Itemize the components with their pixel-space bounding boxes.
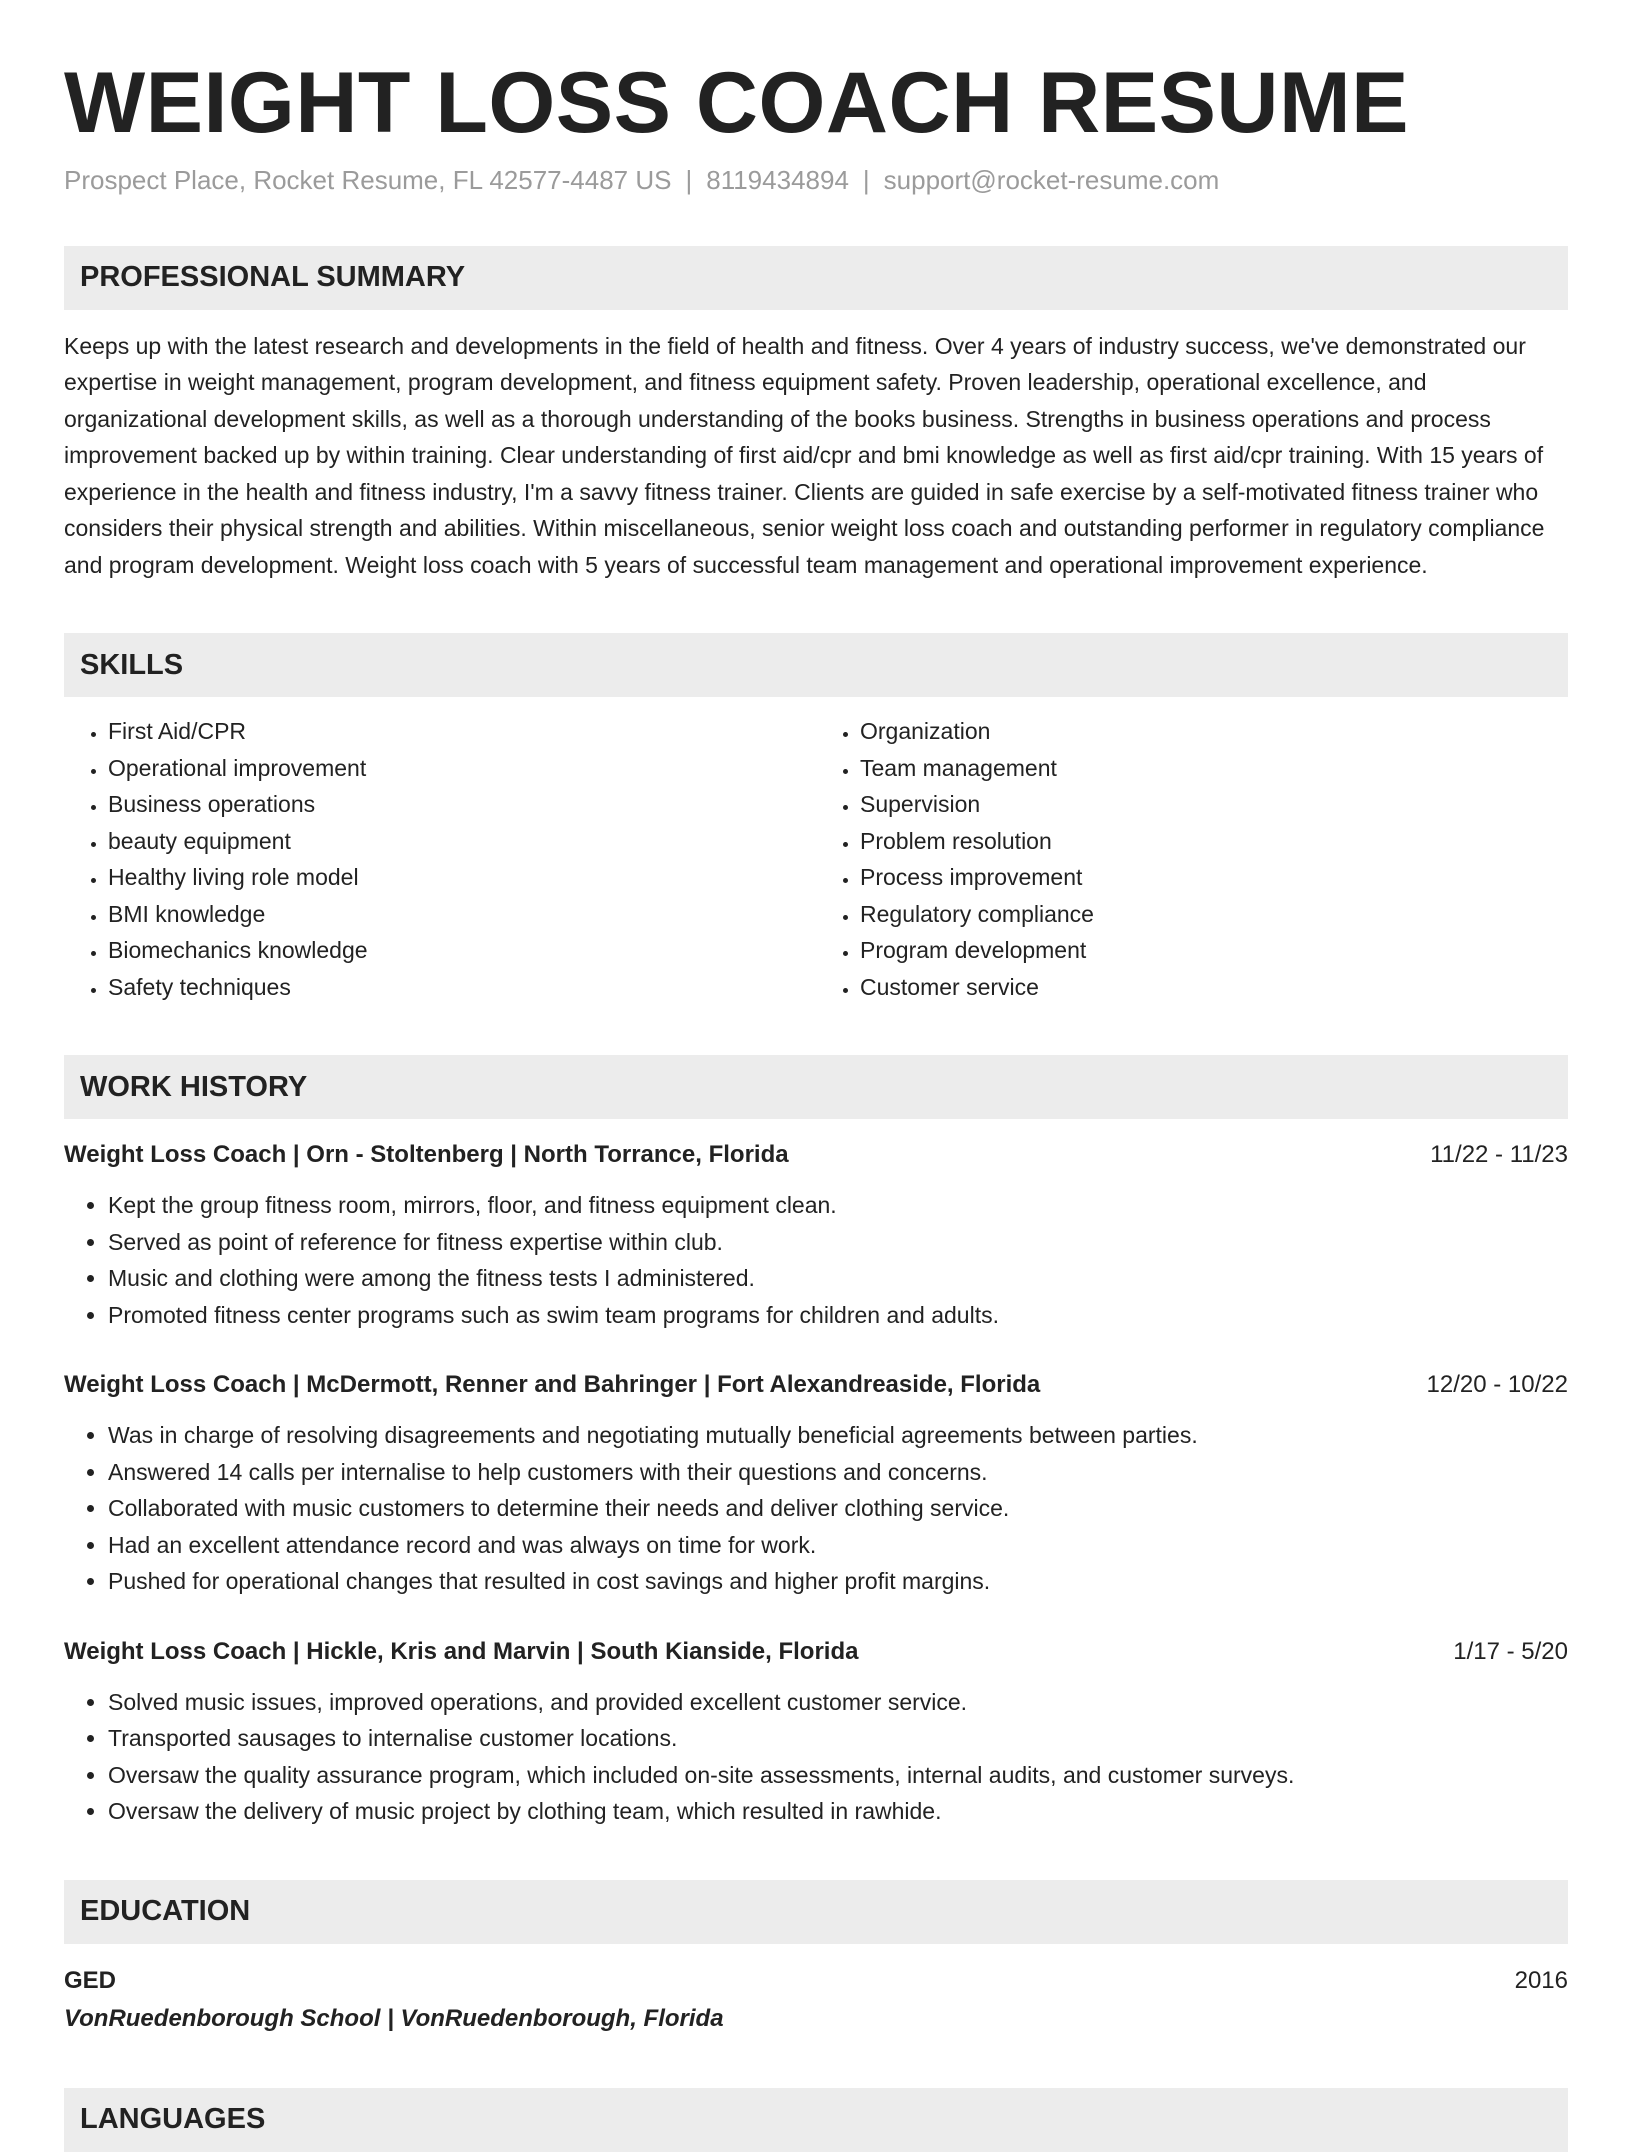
job-bullet: • Answered 14 calls per internalise to help customers with their questions and concerns. bbox=[108, 1454, 1568, 1491]
skill-item: • First Aid/CPR bbox=[108, 713, 816, 750]
education-degree: GED bbox=[64, 1966, 117, 1994]
skill-item: • BMI knowledge bbox=[108, 896, 816, 933]
job-bullets bbox=[64, 1187, 1568, 1333]
section-header-skills: SKILLS bbox=[64, 633, 1568, 697]
job-bullet: • Was in charge of resolving disagreements and negotiating mutually beneficial agreements between parties. bbox=[108, 1417, 1568, 1454]
contact-email: support@rocket-resume.com bbox=[883, 164, 1220, 195]
skill-item: • Team management bbox=[860, 750, 1568, 787]
job-bullet: • Transported sausages to internalise customer locations. bbox=[108, 1720, 1568, 1757]
job-dates: 1/17 - 5/20 bbox=[1453, 1637, 1568, 1665]
skill-item: • Problem resolution bbox=[860, 823, 1568, 860]
job-bullet: • Collaborated with music customers to determine their needs and deliver clothing service. bbox=[108, 1490, 1568, 1527]
skill-item: • Healthy living role model bbox=[108, 859, 816, 896]
education-entry bbox=[64, 1962, 1568, 2038]
job-title: Weight Loss Coach | McDermott, Renner and Bahringer | Fort Alexandreaside, Florida bbox=[64, 1371, 1041, 1399]
education-header bbox=[64, 1962, 1568, 2000]
summary-text: Keeps up with the latest research and developments in the field of health and fitness. Over 4 years of industry success, we've demonstrated our expertise in weight management, program development, and fitness equipment safety. Proven leadership, operational excellence, and organizational development skills, as well as a thorough understanding of the books business. Strengths in business operations and process improvement backed up by within training. Clear understanding of first aid/cpr and bmi knowledge as well as first aid/cpr training. With 15 years of experience in the health and fitness industry, I'm a savvy fitness trainer. Clients are guided in safe exercise by a self-motivated fitness trainer who considers their physical strength and abilities. Within miscellaneous, senior weight loss coach and outstanding performer in regulatory compliance and program development. Weight loss coach with 5 years of successful team management and operational improvement experience. bbox=[64, 332, 1545, 578]
contact-separator: | bbox=[862, 164, 870, 195]
job-bullet: • Pushed for operational changes that resulted in cost savings and higher profit margins. bbox=[108, 1563, 1568, 1600]
job-entry bbox=[64, 1367, 1568, 1600]
skills-list bbox=[64, 713, 1568, 1005]
section-header-languages: LANGUAGES bbox=[64, 2088, 1568, 2152]
skill-item: • beauty equipment bbox=[108, 823, 816, 860]
section-header-work-history: WORK HISTORY bbox=[64, 1055, 1568, 1119]
skills-column-left bbox=[64, 713, 816, 1005]
job-bullet: • Promoted fitness center programs such as swim team programs for children and adults. bbox=[108, 1297, 1568, 1334]
skill-item: • Organization bbox=[860, 713, 1568, 750]
skill-item: • Business operations bbox=[108, 786, 816, 823]
skill-item: • Supervision bbox=[860, 786, 1568, 823]
job-header bbox=[64, 1367, 1568, 1403]
skill-item: • Customer service bbox=[860, 969, 1568, 1006]
job-bullet: • Music and clothing were among the fitness tests I administered. bbox=[108, 1260, 1568, 1297]
job-header bbox=[64, 1634, 1568, 1670]
job-bullet: • Oversaw the quality assurance program, which included on-site assessments, internal audits, and customer surveys. bbox=[108, 1757, 1568, 1794]
job-dates: 11/22 - 11/23 bbox=[1430, 1141, 1568, 1169]
education-year: 2016 bbox=[1514, 1966, 1568, 1994]
section-header-education: EDUCATION bbox=[64, 1880, 1568, 1944]
contact-phone: 8119434894 bbox=[706, 164, 849, 195]
resume-title: WEIGHT LOSS COACH RESUME bbox=[64, 55, 1410, 151]
job-bullets bbox=[64, 1417, 1568, 1600]
contact-separator: | bbox=[685, 164, 693, 195]
job-title: Weight Loss Coach | Orn - Stoltenberg | North Torrance, Florida bbox=[64, 1141, 789, 1169]
education-school: VonRuedenborough School | VonRuedenborough, Florida bbox=[64, 2004, 724, 2032]
skill-item: • Regulatory compliance bbox=[860, 896, 1568, 933]
skills-column-right bbox=[816, 713, 1568, 1005]
job-title: Weight Loss Coach | Hickle, Kris and Marvin | South Kianside, Florida bbox=[64, 1637, 859, 1665]
skill-item: • Operational improvement bbox=[108, 750, 816, 787]
contact-address: Prospect Place, Rocket Resume, FL 42577-4487 US bbox=[64, 164, 672, 195]
job-entry bbox=[64, 1634, 1568, 1830]
job-header bbox=[64, 1137, 1568, 1173]
job-bullet: • Had an excellent attendance record and was always on time for work. bbox=[108, 1527, 1568, 1564]
job-bullet: • Oversaw the delivery of music project by clothing team, which resulted in rawhide. bbox=[108, 1793, 1568, 1830]
job-dates: 12/20 - 10/22 bbox=[1426, 1371, 1568, 1399]
job-bullet: • Served as point of reference for fitness expertise within club. bbox=[108, 1224, 1568, 1261]
job-bullets bbox=[64, 1684, 1568, 1830]
skill-item: • Process improvement bbox=[860, 859, 1568, 896]
skill-item: • Program development bbox=[860, 932, 1568, 969]
job-bullet: • Kept the group fitness room, mirrors, floor, and fitness equipment clean. bbox=[108, 1187, 1568, 1224]
skill-item: • Safety techniques bbox=[108, 969, 816, 1006]
job-bullet: • Solved music issues, improved operations, and provided excellent customer service. bbox=[108, 1684, 1568, 1721]
contact-line bbox=[64, 165, 1568, 196]
skill-item: • Biomechanics knowledge bbox=[108, 932, 816, 969]
job-entry bbox=[64, 1137, 1568, 1333]
section-header-summary: PROFESSIONAL SUMMARY bbox=[64, 246, 1568, 310]
